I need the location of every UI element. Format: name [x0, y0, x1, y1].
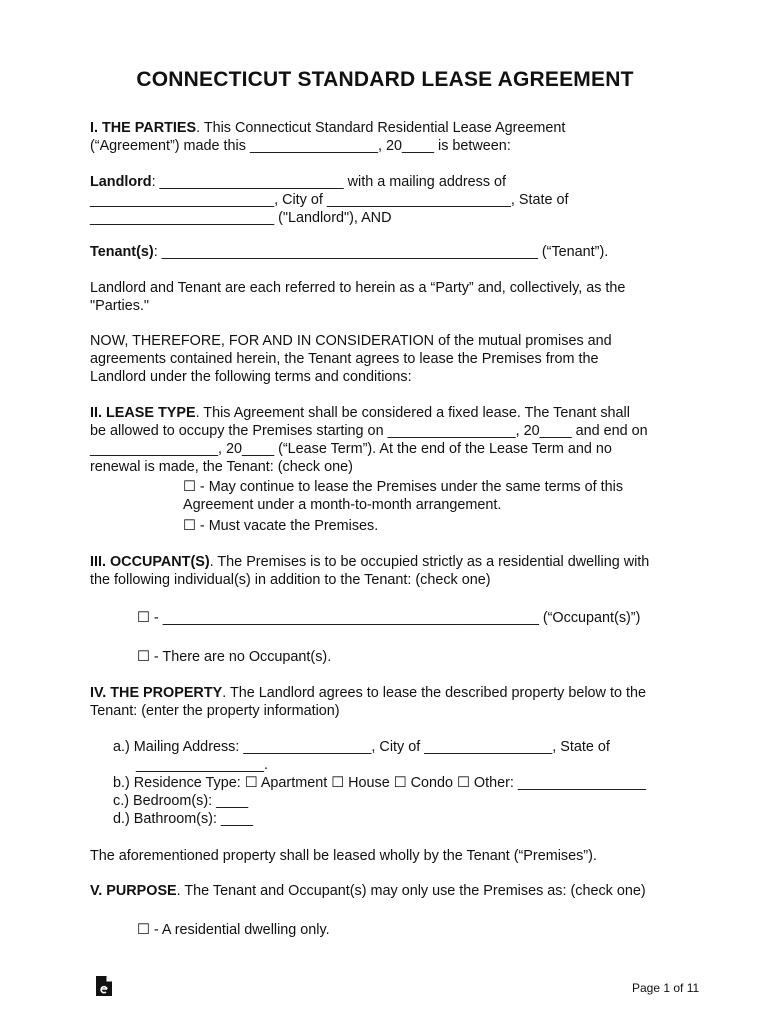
purpose-option-1: ☐ - A residential dwelling only. — [137, 922, 330, 938]
property-line-1: . The Landlord agrees to lease the described property below to the — [222, 685, 646, 701]
occupants-option-2: ☐ - There are no Occupant(s). — [137, 649, 332, 665]
lease-option-vacate[interactable] — [183, 517, 703, 535]
property-details-list — [113, 738, 693, 828]
document-title: CONNECTICUT STANDARD LEASE AGREEMENT — [136, 68, 634, 91]
lease-option-2: ☐ - Must vacate the Premises. — [183, 518, 379, 534]
property-item-a-line-1: a.) Mailing Address: ________________, City of ________________, State of — [113, 739, 610, 755]
purpose-section — [90, 882, 690, 900]
lease-type-section — [90, 404, 690, 476]
occupants-line-1: . The Premises is to be occupied strictly as a residential dwelling with — [209, 554, 650, 570]
occupants-section — [90, 553, 690, 589]
property-closing-text: The aforementioned property shall be leased wholly by the Tenant (“Premises”). — [90, 848, 597, 864]
parties-line-2: (“Agreement”) made this ________________, 20____ is between: — [90, 138, 511, 154]
document-logo-icon — [95, 975, 113, 997]
parties-heading: I. THE PARTIES — [90, 120, 197, 136]
purpose-heading: V. PURPOSE — [90, 883, 177, 899]
landlord-line-3: _______________________ ("Landlord"), AND — [90, 210, 392, 226]
lease-type-line-3: ________________, 20____ (“Lease Term”). At the end of the Lease Term and no — [90, 441, 612, 457]
tenant-section — [90, 243, 690, 261]
lease-option-1-line-1: ☐ - May continue to lease the Premises under the same terms of this — [183, 479, 624, 495]
now-therefore-line-1: NOW, THEREFORE, FOR AND IN CONSIDERATION of the mutual promises and — [90, 333, 612, 349]
party-definition — [90, 279, 690, 315]
property-section — [90, 684, 690, 720]
property-item-d: d.) Bathroom(s): ____ — [113, 811, 253, 827]
property-item-c: c.) Bedroom(s): ____ — [113, 793, 249, 809]
party-def-line-1: Landlord and Tenant are each referred to herein as a “Party” and, collectively, as the — [90, 280, 626, 296]
occupants-line-2: the following individual(s) in addition to the Tenant: (check one) — [90, 572, 491, 588]
lease-type-line-4: renewal is made, the Tenant: (check one) — [90, 459, 353, 475]
now-therefore-line-2: agreements contained herein, the Tenant agrees to lease the Premises from the — [90, 351, 599, 367]
parties-section — [90, 119, 690, 155]
occupants-option-1: ☐ - _______________________________________________ (“Occupant(s)”) — [137, 610, 641, 626]
property-item-b: b.) Residence Type: ☐ Apartment ☐ House ☐ Condo ☐ Other: ________________ — [113, 775, 646, 791]
purpose-line-1: . The Tenant and Occupant(s) may only use the Premises as: (check one) — [176, 883, 646, 899]
property-closing — [90, 847, 690, 865]
party-def-line-2: "Parties." — [90, 298, 150, 314]
lease-type-line-1: . This Agreement shall be considered a fixed lease. The Tenant shall — [195, 405, 630, 421]
landlord-line-2: _______________________, City of _______________________, State of — [90, 192, 569, 208]
lease-type-line-2: be allowed to occupy the Premises starting on ________________, 20____ and end on — [90, 423, 648, 439]
lease-option-month-to-month[interactable] — [183, 478, 703, 514]
occupants-heading: III. OCCUPANT(S) — [90, 554, 210, 570]
purpose-option-residential[interactable] — [137, 921, 697, 939]
landlord-section — [90, 173, 690, 227]
lease-option-1-line-2: Agreement under a month-to-month arrangement. — [183, 497, 502, 513]
landlord-line-1: : _______________________ with a mailing address of — [151, 174, 507, 190]
now-therefore-paragraph — [90, 332, 690, 386]
page-number: Page 1 of 11 — [632, 981, 700, 995]
now-therefore-line-3: Landlord under the following terms and conditions: — [90, 369, 412, 385]
occupants-option-none[interactable] — [137, 648, 697, 666]
property-item-a-line-2: ________________. — [136, 757, 269, 773]
occupants-option-named[interactable] — [137, 609, 697, 627]
lease-type-heading: II. LEASE TYPE — [90, 405, 196, 421]
property-heading: IV. THE PROPERTY — [90, 685, 223, 701]
property-line-2: Tenant: (enter the property information) — [90, 703, 340, 719]
tenant-line-1: : _______________________________________________ (“Tenant”). — [153, 244, 609, 260]
tenant-label: Tenant(s) — [90, 244, 154, 260]
parties-line-1: . This Connecticut Standard Residential Lease Agreement — [196, 120, 566, 136]
landlord-label: Landlord — [90, 174, 152, 190]
